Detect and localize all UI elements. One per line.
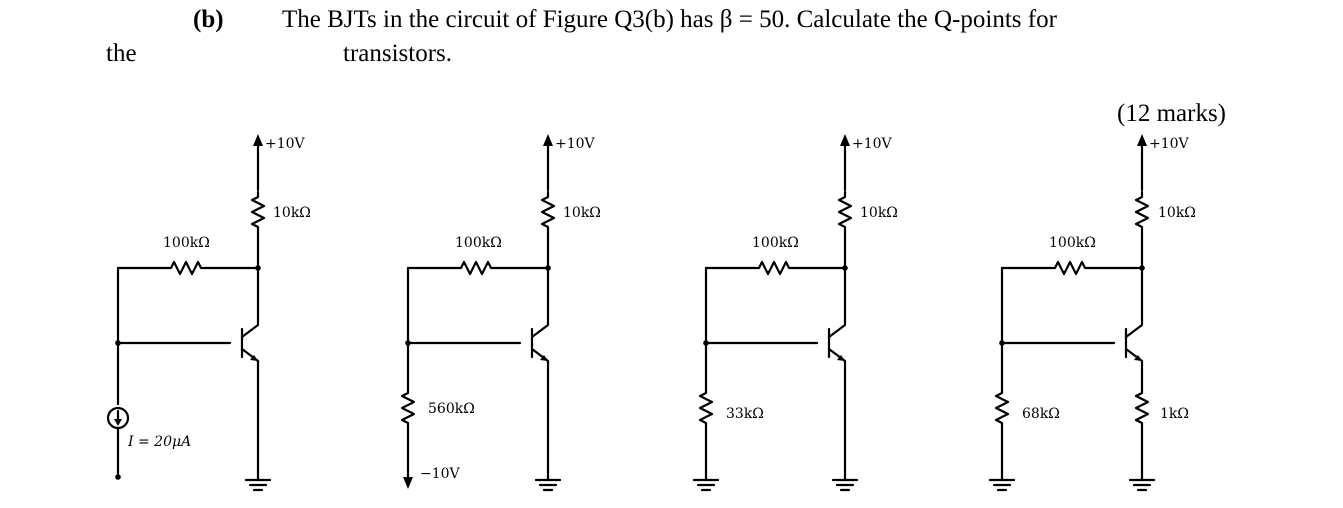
re-label: 1kΩ — [1160, 406, 1189, 422]
question-text-line2-left: the — [106, 40, 137, 67]
rc-label: 10kΩ — [860, 205, 898, 221]
rf-label: 100kΩ — [455, 235, 502, 251]
rc-label: 10kΩ — [1158, 205, 1196, 221]
rc-label: 10kΩ — [273, 205, 311, 221]
circuit-2 — [402, 134, 601, 490]
current-source-label: I = 20μA — [128, 434, 192, 450]
rb-label: 560kΩ — [428, 401, 475, 417]
circuit-4 — [990, 134, 1196, 490]
marks-label: (12 marks) — [1117, 100, 1226, 127]
question-label: (b) — [193, 6, 224, 33]
question-text-line2-right: transistors. — [343, 40, 453, 67]
circuit-3 — [694, 134, 898, 490]
negative-supply-label: −10V — [420, 466, 460, 482]
rc-label: 10kΩ — [563, 205, 601, 221]
supply-label: +10V — [852, 136, 892, 152]
rf-label: 100kΩ — [752, 235, 799, 251]
rf-label: 100kΩ — [163, 235, 210, 251]
supply-label: +10V — [555, 136, 595, 152]
rb-label: 33kΩ — [726, 406, 764, 422]
rb-label: 68kΩ — [1022, 406, 1060, 422]
circuit-1 — [108, 134, 311, 490]
rf-label: 100kΩ — [1049, 235, 1096, 251]
question-text: The BJTs in the circuit of Figure Q3(b) has β = 50. Calculate the Q-points for — [282, 6, 1057, 33]
supply-label: +10V — [1149, 136, 1189, 152]
supply-label: +10V — [265, 136, 305, 152]
